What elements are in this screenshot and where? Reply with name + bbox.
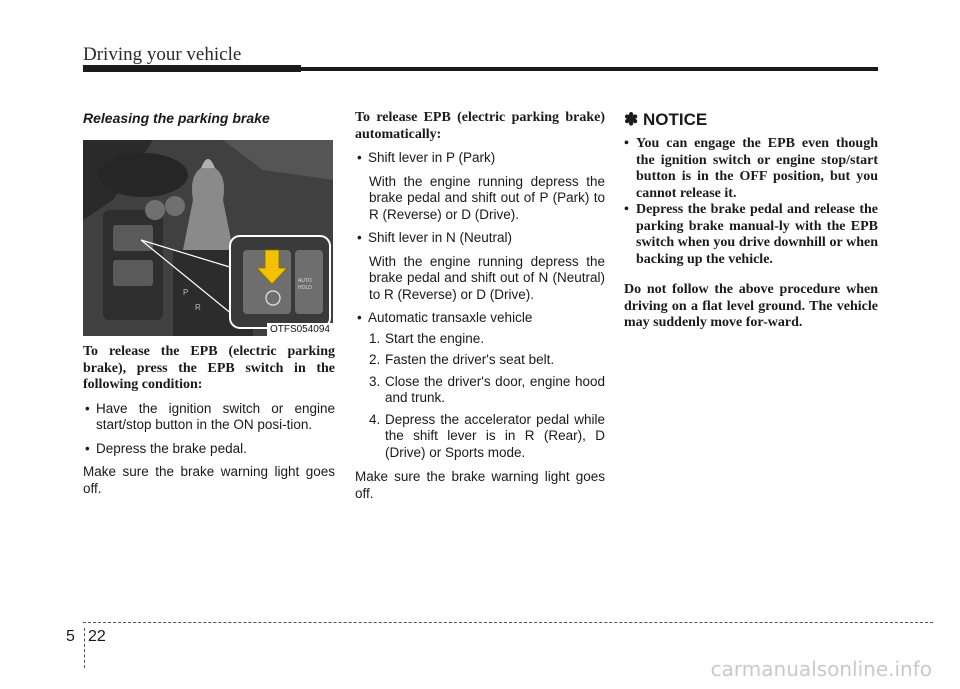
step-item [355, 352, 605, 369]
list-item: • Depress the brake pedal. [83, 441, 335, 458]
page-number: 22 [88, 628, 106, 645]
step-item [355, 331, 605, 348]
footer-rule [83, 622, 933, 623]
list-item: • Automatic transaxle vehicle [355, 310, 605, 327]
notice-title: ✽ NOTICE [624, 110, 708, 129]
closing-paragraph: Make sure the brake warning light goes off. [83, 464, 335, 496]
chapter-number: 5 [66, 628, 75, 645]
column-middle [355, 110, 605, 509]
step-number: 3. [369, 373, 381, 389]
step-text: Depress the accelerator pedal while the shift lever is in R (Rear), D (Drive) or Sports mode. [385, 411, 605, 460]
auto-release-heading: To release EPB (electric parking brake) automatically: [355, 110, 605, 142]
step-number: 1. [369, 330, 381, 346]
step-number: 4. [369, 411, 381, 427]
list-item-text: With the engine running depress the brake pedal and shift out of N (Neutral) to R (Reverse) or D (Drive). [369, 253, 605, 302]
section-title: Releasing the parking brake [83, 110, 270, 126]
step-text: Start the engine. [385, 330, 485, 346]
column-right [624, 110, 878, 339]
list-item: • Have the ignition switch or engine start/stop button in the ON posi-tion. [83, 401, 335, 434]
page-header-title: Driving your vehicle [83, 44, 242, 65]
step-text: Close the driver's door, engine hood and trunk. [385, 373, 605, 405]
svg-text:P: P [183, 288, 189, 297]
column-left [83, 110, 335, 504]
console-illustration [83, 140, 333, 336]
svg-text:AUTO: AUTO [298, 278, 312, 284]
svg-text:HOLD: HOLD [298, 285, 312, 291]
footer-divider [84, 628, 85, 668]
notice-paragraph: Do not follow the above procedure when driving on a flat level ground. The vehicle may suddenly move for-ward. [624, 282, 878, 330]
closing-paragraph: Make sure the brake warning light goes off. [355, 469, 605, 501]
svg-text:R: R [195, 303, 201, 312]
intro-paragraph: To release the EPB (electric parking brake), press the EPB switch in the following condition: [83, 344, 335, 392]
step-item [355, 412, 605, 462]
list-item: • Shift lever in N (Neutral) [355, 230, 605, 247]
epb-console-photo [83, 140, 333, 336]
step-text: Fasten the driver's seat belt. [385, 352, 555, 367]
notice-item: • Depress the brake pedal and release the parking brake manual-ly with the EPB switch when you drive downhill or when backing up the vehicle. [624, 202, 878, 268]
step-number: 2. [369, 352, 381, 367]
watermark: carmanualsonline.info [710, 657, 932, 681]
notice-item: • You can engage the EPB even though the ignition switch or engine stop/start button is in the OFF position, but you cannot release it. [624, 136, 878, 202]
step-item [355, 374, 605, 407]
list-item-text: With the engine running depress the brake pedal and shift out of P (Park) to R (Reverse) or D (Drive). [369, 173, 605, 222]
list-item: • Shift lever in P (Park) [355, 150, 605, 167]
header-rule-accent [83, 65, 301, 72]
figure-caption: OTFS054094 [267, 323, 333, 336]
